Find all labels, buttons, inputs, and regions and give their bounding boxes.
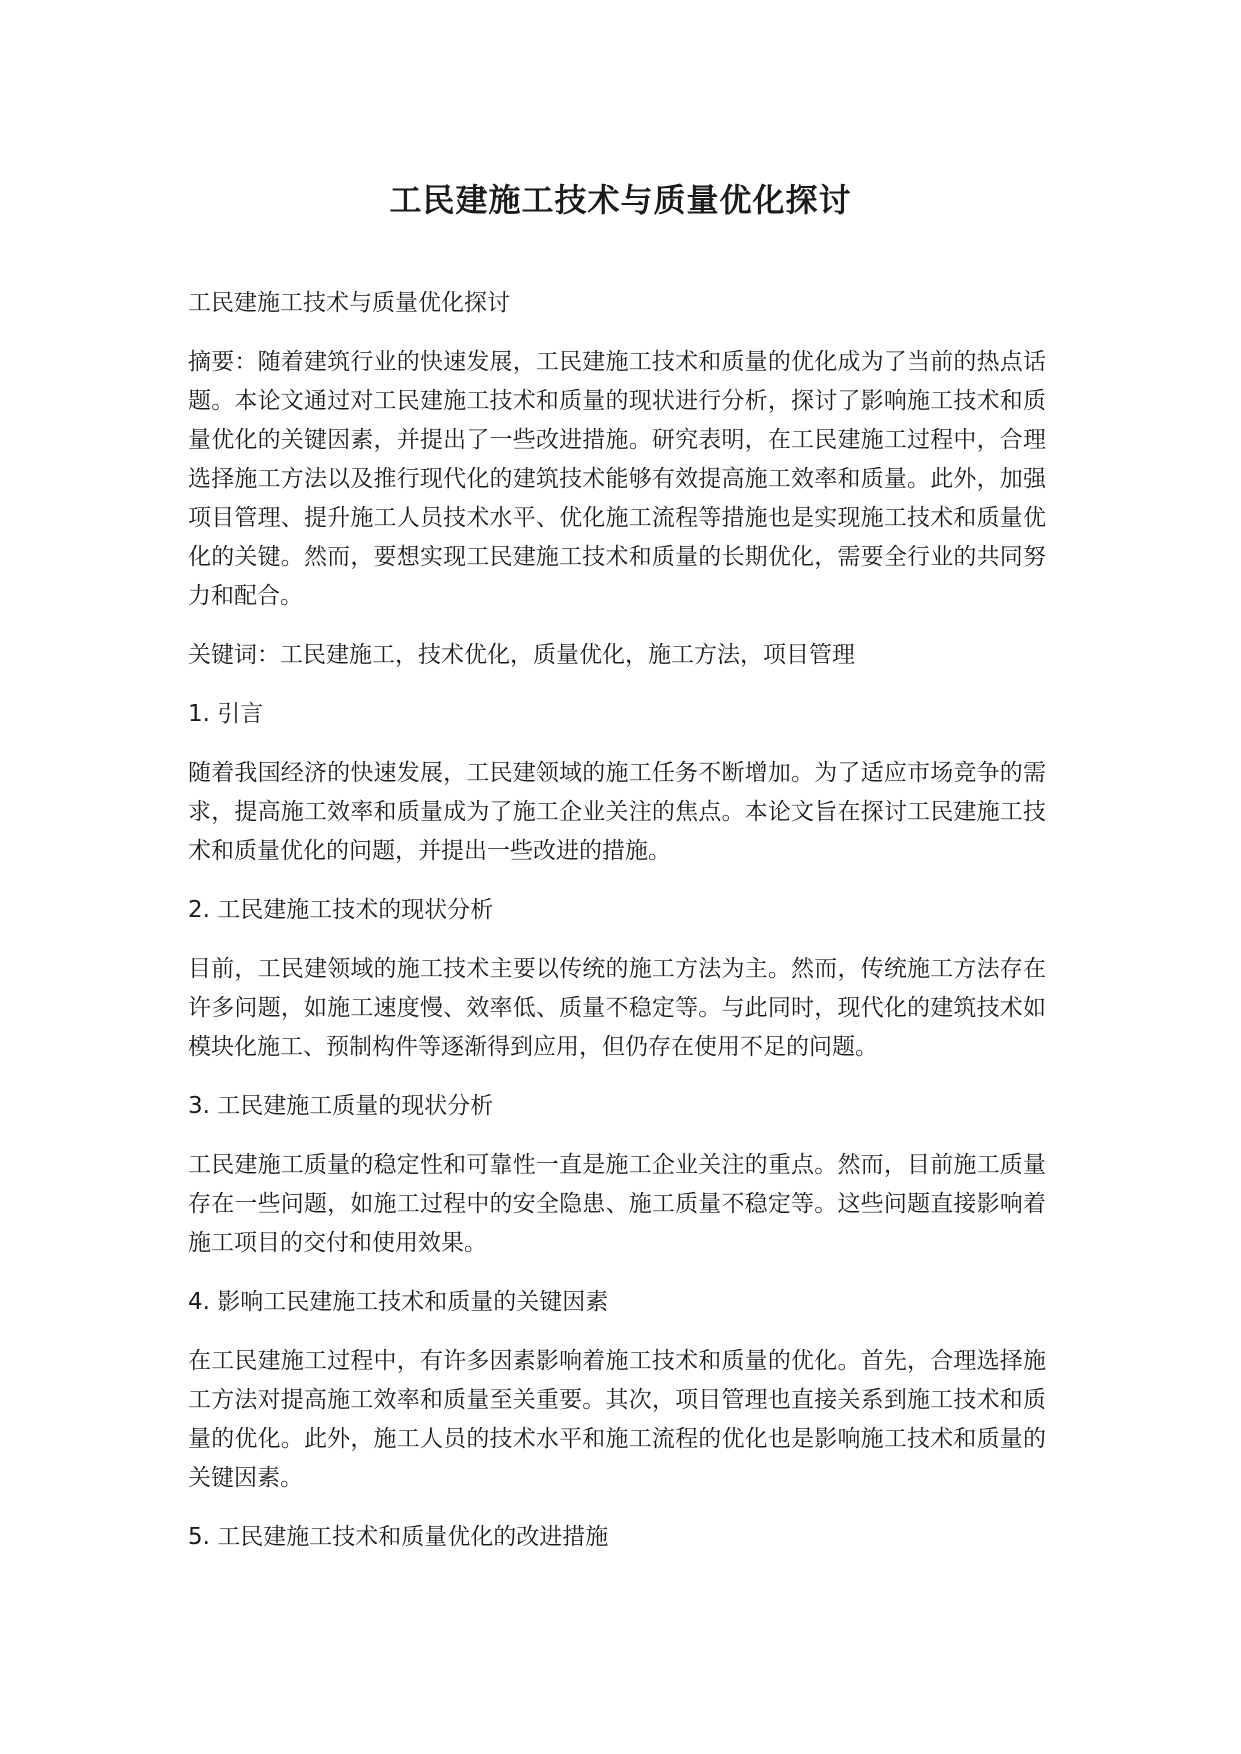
section-heading-improvement-measures: 5. 工民建施工技术和质量优化的改进措施: [188, 1524, 609, 1550]
document-title: 工民建施工技术与质量优化探讨: [389, 181, 852, 219]
section-text-technology-status: 目前，工民建领域的施工技术主要以传统的施工方法为主。然而，传统施工方法存在许多问题，如施工速度慢、效率低、质量不稳定等。与此同时，现代化的建筑技术如模块化施工、预制构件等逐渐得到应用，但仍存在使用不足的问题。: [188, 956, 1046, 1060]
document-subtitle: 工民建施工技术与质量优化探讨: [188, 290, 510, 316]
section-text-introduction: 随着我国经济的快速发展，工民建领域的施工任务不断增加。为了适应市场竞争的需求，提高施工效率和质量成为了施工企业关注的焦点。本论文旨在探讨工民建施工技术和质量优化的问题，并提出一些改进的措施。: [188, 760, 1046, 864]
section-text-quality-status: 工民建施工质量的稳定性和可靠性一直是施工企业关注的重点。然而，目前施工质量存在一些问题，如施工过程中的安全隐患、施工质量不稳定等。这些问题直接影响着施工项目的交付和使用效果。: [188, 1152, 1046, 1256]
section-heading-key-factors: 4. 影响工民建施工技术和质量的关键因素: [188, 1289, 609, 1315]
abstract-paragraph: 摘要：随着建筑行业的快速发展，工民建施工技术和质量的优化成为了当前的热点话题。本论文通过对工民建施工技术和质量的现状进行分析，探讨了影响施工技术和质量优化的关键因素，并提出了一些改进措施。研究表明，在工民建施工过程中，合理选择施工方法以及推行现代化的建筑技术能够有效提高施工效率和质量。此外，加强项目管理、提升施工人员技术水平、优化施工流程等措施也是实现施工技术和质量优化的关键。然而，要想实现工民建施工技术和质量的长期优化，需要全行业的共同努力和配合。: [188, 349, 1046, 609]
section-heading-introduction: 1. 引言: [188, 701, 264, 727]
keywords-paragraph: 关键词：工民建施工，技术优化，质量优化，施工方法，项目管理: [188, 642, 855, 668]
section-heading-quality-status: 3. 工民建施工质量的现状分析: [188, 1093, 494, 1119]
document-body: [188, 284, 1046, 1577]
section-text-key-factors: 在工民建施工过程中，有许多因素影响着施工技术和质量的优化。首先，合理选择施工方法对提高施工效率和质量至关重要。其次，项目管理也直接关系到施工技术和质量的优化。此外，施工人员的技术水平和施工流程的优化也是影响施工技术和质量的关键因素。: [188, 1348, 1046, 1491]
section-heading-technology-status: 2. 工民建施工技术的现状分析: [188, 897, 494, 923]
